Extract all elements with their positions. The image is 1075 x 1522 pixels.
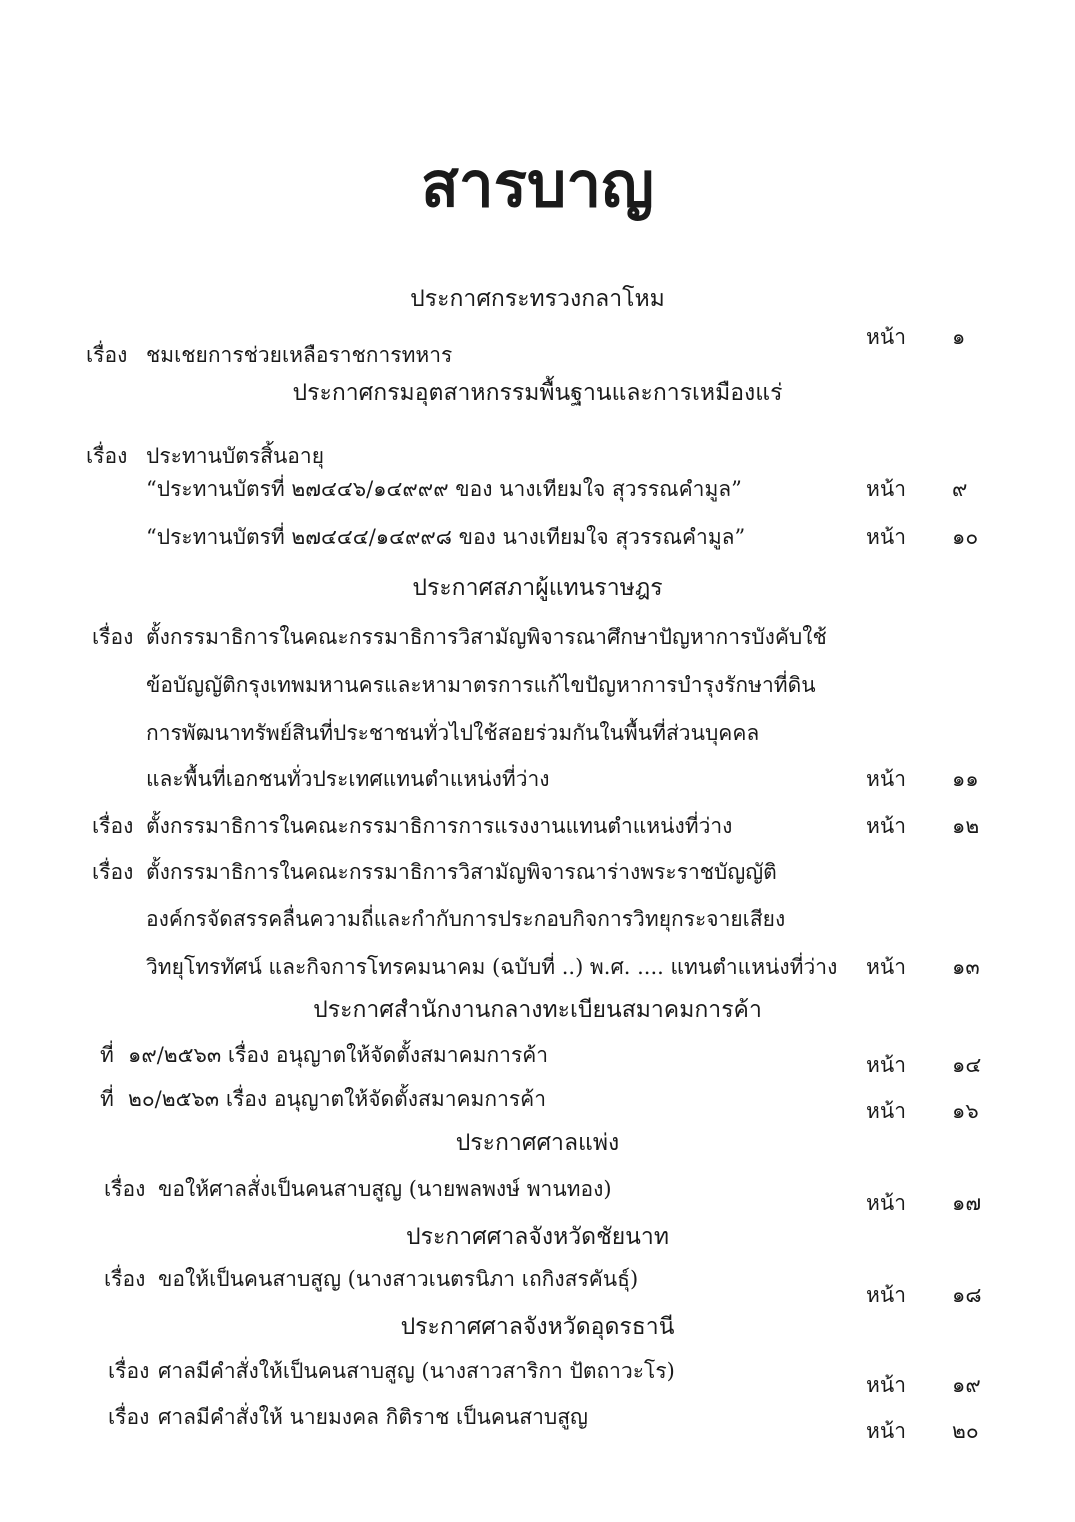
page-number: ๑๗	[952, 1191, 982, 1215]
section-heading: ประกาศศาลจังหวัดอุดรธานี	[400, 1314, 675, 1340]
section-heading: ประกาศศาลแพ่ง	[455, 1130, 620, 1156]
page-label: หน้า	[866, 955, 906, 979]
entry-text: วิทยุโทรทัศน์ และกิจการโทรคมนาคม (ฉบับที่ ..) พ.ศ. .... แทนตำแหน่งที่ว่าง	[146, 955, 838, 979]
entry-text: ตั้งกรรมาธิการในคณะกรรมาธิการการแรงงานแทนตำแหน่งที่ว่าง	[146, 814, 733, 838]
entry-prefix: เรื่อง	[92, 625, 134, 649]
entry-text: ประทานบัตรสิ้นอายุ	[146, 444, 325, 468]
section-heading: ประกาศกระทรวงกลาโหม	[410, 286, 665, 312]
page-label: หน้า	[866, 1053, 906, 1077]
page-title: สารบาญ	[421, 148, 654, 221]
page-label: หน้า	[866, 525, 906, 549]
entry-text: “ประทานบัตรที่ ๒๗๔๔๔/๑๔๙๙๘ ของ นางเทียมใจ สุวรรณคำมูล”	[146, 525, 746, 549]
entry-text: การพัฒนาทรัพย์สินที่ประชาชนทั่วไปใช้สอยร่วมกันในพื้นที่ส่วนบุคคล	[146, 721, 760, 745]
entry-prefix: เรื่อง	[92, 860, 134, 884]
page-label: หน้า	[866, 1419, 906, 1443]
page-number: ๑๙	[952, 1373, 981, 1397]
page-label: หน้า	[866, 1373, 906, 1397]
page-label: หน้า	[866, 767, 906, 791]
entry-prefix: เรื่อง	[86, 343, 128, 367]
entry-prefix: เรื่อง	[86, 444, 128, 468]
entry-text: ศาลมีคำสั่งให้เป็นคนสาบสูญ (นางสาวสาริกา ปัตถาวะโร)	[158, 1359, 675, 1383]
page-number: ๒๐	[952, 1419, 979, 1443]
section-heading: ประกาศศาลจังหวัดชัยนาท	[406, 1224, 669, 1250]
entry-text: องค์กรจัดสรรคลื่นความถี่และกำกับการประกอบกิจการวิทยุกระจายเสียง	[146, 907, 786, 931]
section-heading: ประกาศกรมอุตสาหกรรมพื้นฐานและการเหมืองแร่	[292, 380, 783, 406]
page-label: หน้า	[866, 814, 906, 838]
page-number: ๑๘	[952, 1283, 982, 1307]
page-label: หน้า	[866, 477, 906, 501]
page-label: หน้า	[866, 1191, 906, 1215]
page-number: ๑๓	[952, 955, 980, 979]
section-heading: ประกาศสภาผู้แทนราษฎร	[412, 575, 663, 601]
page-number: ๑	[952, 325, 966, 349]
page-number: ๙	[952, 477, 968, 501]
page-number: ๑๔	[952, 1053, 982, 1077]
entry-prefix: เรื่อง	[108, 1359, 150, 1383]
entry-text: ศาลมีคำสั่งให้ นายมงคล กิติราช เป็นคนสาบสูญ	[158, 1405, 588, 1429]
entry-prefix: เรื่อง	[104, 1267, 146, 1291]
page-number: ๑๐	[952, 525, 979, 549]
entry-text: ขอให้เป็นคนสาบสูญ (นางสาวเนตรนิภา เถกิงสรคันธุ์)	[158, 1267, 639, 1291]
page-number: ๑๑	[952, 767, 979, 791]
entry-prefix: เรื่อง	[104, 1177, 146, 1201]
page-number: ๑๒	[952, 814, 980, 838]
entry-text: ตั้งกรรมาธิการในคณะกรรมาธิการวิสามัญพิจารณาร่างพระราชบัญญัติ	[146, 860, 777, 884]
page-number: ๑๖	[952, 1099, 979, 1123]
entry-text: ชมเชยการช่วยเหลือราชการทหาร	[146, 343, 453, 367]
entry-text: ๒๐/๒๕๖๓ เรื่อง อนุญาตให้จัดตั้งสมาคมการค้า	[128, 1087, 547, 1111]
entry-text: ข้อบัญญัติกรุงเทพมหานครและหามาตรการแก้ไขปัญหาการบำรุงรักษาที่ดิน	[146, 673, 816, 697]
page-label: หน้า	[866, 1283, 906, 1307]
entry-prefix: ที่	[100, 1043, 114, 1067]
page-label: หน้า	[866, 1099, 906, 1123]
entry-text: “ประทานบัตรที่ ๒๗๔๔๖/๑๔๙๙๙ ของ นางเทียมใจ สุวรรณคำมูล”	[146, 477, 742, 501]
entry-text: ขอให้ศาลสั่งเป็นคนสาบสูญ (นายพลพงษ์ พานทอง)	[158, 1177, 612, 1201]
entry-prefix: เรื่อง	[108, 1405, 150, 1429]
entry-text: ตั้งกรรมาธิการในคณะกรรมาธิการวิสามัญพิจารณาศึกษาปัญหาการบังคับใช้	[146, 625, 827, 649]
entry-prefix: ที่	[100, 1087, 114, 1111]
entry-prefix: เรื่อง	[92, 814, 134, 838]
entry-text: ๑๙/๒๕๖๓ เรื่อง อนุญาตให้จัดตั้งสมาคมการค้า	[128, 1043, 549, 1067]
page-label: หน้า	[866, 325, 906, 349]
section-heading: ประกาศสำนักงานกลางทะเบียนสมาคมการค้า	[313, 997, 762, 1023]
entry-text: และพื้นที่เอกชนทั่วประเทศแทนตำแหน่งที่ว่าง	[146, 767, 550, 791]
